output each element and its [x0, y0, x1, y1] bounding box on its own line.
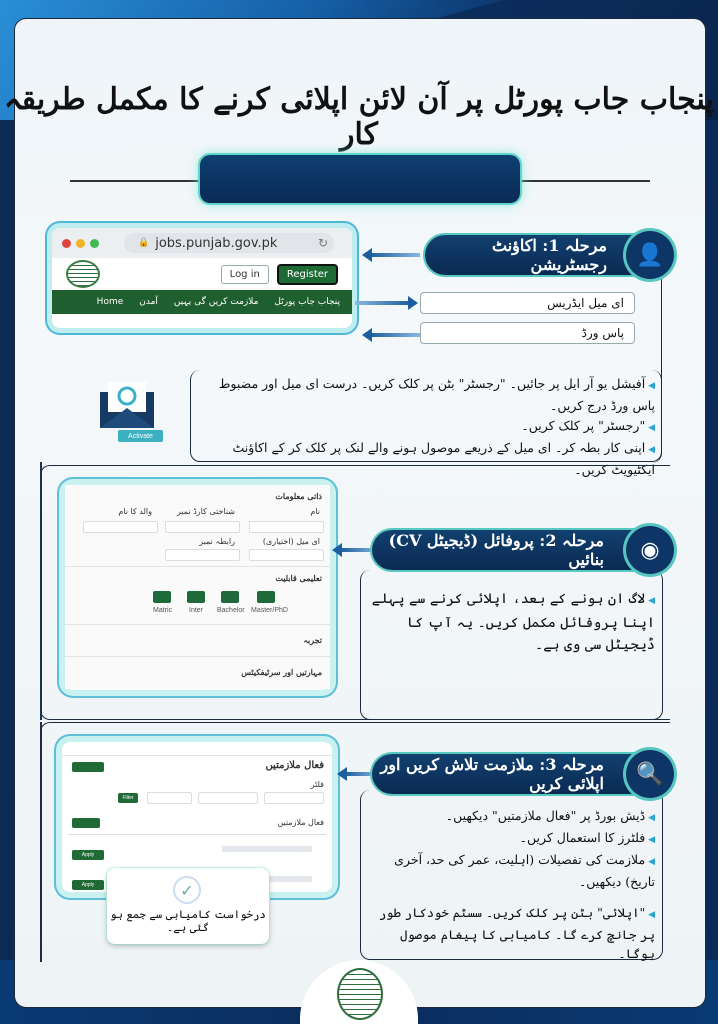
step3-bullet-2: ◀ فلٹرز کا استعمال کریں۔ [370, 828, 655, 850]
filter-button[interactable]: Filter [118, 793, 138, 803]
inter-label: Inter [189, 607, 204, 614]
email-input[interactable] [249, 549, 324, 561]
step2-vertical-line [40, 462, 42, 720]
nav-item-2[interactable]: آمدن [139, 297, 158, 307]
step2-heading-text: مرحلہ 2: پروفائل (ڈیجیٹل CV) بنائیں [388, 531, 604, 569]
close-dot-icon[interactable] [62, 239, 71, 248]
skills-title: مہارتیں اور سرٹیفکیٹس [241, 667, 322, 677]
dashboard-topbar [62, 742, 332, 756]
personal-info-section [65, 485, 330, 567]
arrow-to-browser [370, 253, 420, 257]
search-icon: 🔍 [626, 750, 674, 798]
activate-button[interactable]: Activate [118, 430, 163, 442]
lock-icon: 🔒 [138, 238, 150, 248]
browser-mockup [52, 228, 352, 328]
email-label: ای میل (اختیاری) [262, 537, 320, 546]
register-button[interactable]: Register [277, 264, 338, 285]
password-field[interactable]: پاس ورڈ [420, 322, 635, 344]
apply-button-row-1[interactable]: Apply [72, 850, 104, 860]
success-toast [107, 868, 269, 944]
arrow-to-email [355, 301, 410, 305]
table-header-divider [68, 834, 326, 835]
browser-toolbar [52, 228, 352, 258]
add-user-icon: 👤 [626, 231, 674, 279]
dashboard-title: فعال ملازمتیں [265, 760, 324, 771]
education-section [65, 567, 330, 625]
site-nav [52, 290, 352, 314]
bachelor-label: Bachelor [217, 607, 245, 614]
step3-bullet-4: ◀ "اپلائی" بٹن پر کلک کریں۔ سسٹم خودکار طور پر جانچ کرے گا۔ کامیابی کا پیغام موصول ہوگا۔ [370, 903, 655, 963]
skills-section[interactable] [65, 657, 330, 689]
matric-icon[interactable] [153, 591, 171, 603]
url-text: jobs.punjab.gov.pk [155, 235, 278, 251]
check-icon: ✓ [173, 876, 201, 904]
email-field[interactable]: ای میل ایڈریس [420, 292, 635, 314]
step2-bullet-list [370, 588, 655, 656]
nav-item-4[interactable]: پنجاب جاب پورٹل [274, 297, 340, 307]
contact-label: رابطہ نمبر [199, 537, 235, 546]
step3-bullet-list [370, 806, 655, 963]
jobs-list-title: فعال ملازمتیں [277, 818, 324, 827]
punjab-logo-icon [66, 260, 100, 288]
step3-heading-text: مرحلہ 3: ملازمت تلاش کریں اور اپلائی کریں [380, 755, 604, 793]
father-name-input[interactable] [83, 521, 158, 533]
father-name-label: والد کا نام [118, 507, 152, 516]
cnic-input[interactable] [165, 521, 240, 533]
cnic-label: شناختی کارڈ نمبر [176, 507, 235, 516]
minimize-dot-icon[interactable] [76, 239, 85, 248]
export-button[interactable] [72, 818, 100, 828]
nav-item-home[interactable]: Home [96, 297, 124, 307]
divider-right [515, 180, 650, 182]
bachelor-graduation-cap-icon[interactable] [221, 591, 239, 603]
email-activate-icon [98, 378, 156, 430]
step1-bullet-1: ◀ آفیشل یو آر ایل پر جائیں۔ "رجسٹر" بٹن پر کلک کریں۔ درست ای میل اور مضبوط پاس ورڈ درج کریں۔ [195, 374, 655, 416]
maximize-dot-icon[interactable] [90, 239, 99, 248]
address-bar[interactable] [124, 233, 334, 253]
arrow-from-password [370, 333, 420, 337]
step3-bullet-1: ◀ ڈیش بورڈ پر "فعال ملازمتیں" دیکھیں۔ [370, 806, 655, 828]
filter-input-1[interactable] [264, 792, 324, 804]
subtitle-banner [200, 155, 520, 203]
new-job-button[interactable] [72, 762, 104, 772]
success-message: درخواست کامیابی سے جمع ہو گئی ہے۔ [110, 908, 266, 934]
filter-input-3[interactable] [147, 792, 192, 804]
site-header [52, 258, 352, 290]
job-row-1-text [222, 846, 312, 852]
matric-label: Matric [153, 607, 173, 614]
nav-item-3[interactable]: ملازمت کریں گی یہیں [173, 297, 259, 307]
name-input[interactable] [249, 521, 324, 533]
step3-heading [372, 754, 662, 794]
contact-input[interactable] [165, 549, 240, 561]
divider-left [70, 180, 205, 182]
master-label: Master/PhD [251, 607, 288, 614]
name-label: نام [310, 507, 320, 516]
page-title: پنجاب جاب پورٹل پر آن لائن اپلائی کرنے کا مکمل طریقہ کار [4, 82, 714, 152]
profile-form-mockup [65, 485, 330, 690]
step1-bullet-2: ◀ "رجسٹر" پر کلک کریں۔ [195, 416, 655, 438]
step1-bullet-3: ◀ اپنی کار بطہ کر۔ ای میل کے ذریعے موصول ہونے والے لنک پر کلک کر کے اکاؤنٹ ایکٹیویٹ کریں۔ [195, 438, 655, 480]
login-button[interactable]: Log in [221, 265, 269, 284]
filter-input-2[interactable] [198, 792, 258, 804]
step2-bullet-1: ◀ لاگ ان ہونے کے بعد، اپلائی کرنے سے پہلے اپنا پروفائل مکمل کریں۔ یہ آپ کا ڈیجیٹل سی وی ہے۔ [370, 588, 655, 656]
punjab-government-emblem-icon [337, 968, 383, 1020]
step3-bullet-3: ◀ ملازمت کی تفصیلات (اہلیت، عمر کی حد، آخری تاریخ) دیکھیں۔ [370, 850, 655, 891]
master-graduation-cap-icon[interactable] [257, 591, 275, 603]
personal-info-title: ذاتی معلومات [275, 491, 322, 501]
step1-heading-text: مرحلہ 1: اکاؤنٹ رجسٹریشن [492, 236, 607, 274]
education-title: تعلیمی قابلیت [275, 573, 322, 583]
user-profile-icon: ◉ [626, 526, 674, 574]
reload-icon[interactable]: ↻ [317, 236, 328, 250]
apply-button-row-2[interactable]: Apply [72, 880, 104, 890]
experience-title: تجربہ [303, 635, 322, 645]
experience-section[interactable] [65, 625, 330, 657]
filter-title: فلٹر [310, 780, 324, 789]
step2-heading [372, 530, 662, 570]
inter-graduation-cap-icon[interactable] [187, 591, 205, 603]
